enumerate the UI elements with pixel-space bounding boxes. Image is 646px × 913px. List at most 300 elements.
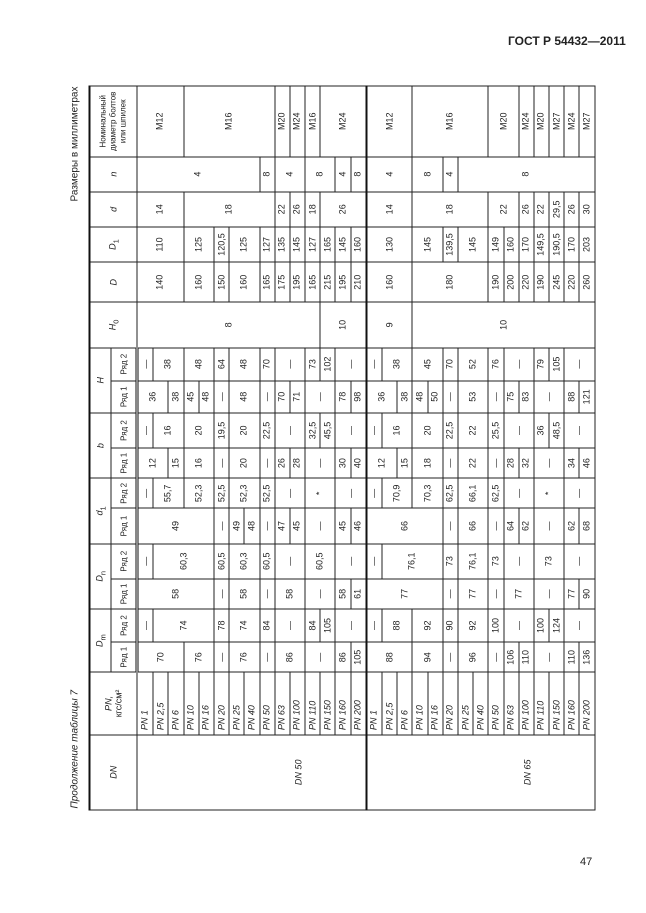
dm2-cell: 74 [153,608,214,641]
pn-cell: PN 25 [229,672,244,734]
h1-cell: — [259,380,274,412]
d1-2-cell: 52,3 [229,478,259,508]
pn-cell: PN 150 [320,672,335,734]
dm1-cell: 88 [366,642,412,672]
D-cell: 140 [137,262,184,302]
h1-cell: 70 [274,380,289,412]
h2-cell: 48 [229,347,259,380]
h2-cell: 76 [488,347,503,380]
D1-cell: 125 [229,226,259,261]
dn1-cell: 58 [274,578,304,608]
d1-2-cell: — [137,478,153,508]
dm1-cell: — [488,642,503,672]
dm1-cell: 106 [503,642,518,672]
D-cell: 165 [259,262,274,302]
b2-cell: 32,5 [305,412,320,447]
D1-cell: 139,5 [442,226,457,261]
header-b: b [89,412,111,477]
dn2-cell: 73 [488,543,503,578]
dm2-cell: 105 [320,608,335,641]
d-cell: 30 [579,191,594,226]
header-row1: Ряд 1 [111,578,137,608]
dm1-cell: 96 [457,642,487,672]
pn-cell: PN 20 [213,672,228,734]
b2-cell: 22,5 [442,412,457,447]
D-cell: 195 [335,262,350,302]
pn-cell: PN 50 [259,672,274,734]
d1-2-cell: 52,5 [259,478,274,508]
d1-2-cell: — [503,478,533,508]
d-cell: 18 [305,191,320,226]
header-dm [89,608,111,671]
D-cell: 200 [503,262,518,302]
b1-cell: 22 [457,448,487,478]
d-cell: 22 [533,191,548,226]
D1-cell: 170 [518,226,533,261]
d1-1-cell: — [533,508,563,543]
d1-1-cell: 66 [366,508,442,543]
n-cell: 4 [366,156,412,191]
n-cell: 4 [137,156,260,191]
b1-cell: 18 [412,448,442,478]
b1-cell: — [305,448,335,478]
h1-cell: 98 [350,380,366,412]
b2-cell: — [335,412,366,447]
D-cell: 195 [289,262,304,302]
h2-cell: — [137,347,153,380]
dm1-cell: 110 [518,642,533,672]
table-row [533,86,548,810]
dm2-cell: — [564,608,594,641]
pn-cell: PN 40 [244,672,259,734]
bolt-cell: M24 [564,86,579,157]
header-h: H [89,347,111,412]
d1-2-cell: 52,5 [213,478,228,508]
b1-cell: 28 [503,448,518,478]
h1-cell: 78 [335,380,350,412]
header-row1: Ряд 1 [111,380,137,412]
b2-cell: — [564,412,594,447]
dm2-cell: 74 [229,608,259,641]
dm2-cell: — [137,608,153,641]
b1-cell: 30 [335,448,350,478]
h2-cell: — [564,347,594,380]
table-row [518,86,533,810]
dm1-cell: 76 [229,642,259,672]
header-row2: Ряд 2 [111,478,137,508]
header-h0-main: H [106,323,117,330]
pn-cell: PN 50 [488,672,503,734]
D-cell: 220 [564,262,579,302]
h1-cell: — [305,380,335,412]
pn-cell: PN 16 [198,672,213,734]
D-cell: 245 [549,262,564,302]
D1-cell: 190,5 [549,226,564,261]
D1-cell: 145 [289,226,304,261]
D1-cell: 135 [274,226,289,261]
dn2-cell: — [274,543,304,578]
h1-cell: 88 [564,380,579,412]
header-pn-label: PN, [103,695,113,711]
header-D: D [89,262,137,302]
h1-cell: 38 [397,380,412,412]
pn-cell: PN 10 [412,672,427,734]
h2-cell: — [335,347,366,380]
d1-1-cell: 46 [350,508,366,543]
table-continuation-caption: Продолжение таблицы 7 [69,689,80,808]
D-cell: 160 [229,262,259,302]
b1-cell: 46 [579,448,594,478]
dm1-cell: — [213,642,228,672]
pn-cell: PN 6 [397,672,412,734]
h1-cell: — [442,380,457,412]
h2-cell: 52 [457,347,487,380]
d1-2-cell: — [335,478,366,508]
D1-cell: 145 [457,226,487,261]
dn2-cell: 73 [442,543,457,578]
page-number: 47 [580,856,593,868]
b1-cell: 15 [168,448,183,478]
b2-cell: 16 [153,412,183,447]
b2-cell: — [366,412,382,447]
dm1-cell: — [442,642,457,672]
bolt-cell: M24 [518,86,533,157]
pn-cell: PN 6 [168,672,183,734]
d-cell: 14 [137,191,184,226]
d1-2-cell: — [274,478,304,508]
b1-cell: 34 [564,448,579,478]
d-cell: 29,5 [549,191,564,226]
dm1-cell: — [259,642,274,672]
h1-cell: 75 [503,380,518,412]
D1-cell: 127 [305,226,320,261]
header-row2: Ряд 2 [111,347,137,380]
dn2-cell: — [503,543,533,578]
h2-cell: 38 [382,347,412,380]
header-D1 [89,226,137,261]
h1-cell: — [488,380,503,412]
header-row2: Ряд 2 [111,543,137,578]
dn2-cell: — [366,543,382,578]
b1-cell: 28 [289,448,304,478]
D-cell: 180 [412,262,488,302]
b1-cell: 15 [397,448,412,478]
table-row [564,86,579,810]
dn1-cell: 58 [335,578,350,608]
d1-2-cell: — [366,478,382,508]
dm1-cell: 76 [183,642,213,672]
D-cell: 160 [183,262,213,302]
h1-cell: — [533,380,563,412]
dn1-cell: 77 [366,578,442,608]
dm2-cell: — [366,608,382,641]
b1-cell: — [259,448,274,478]
header-d: d [89,191,137,226]
pn-cell: PN 1 [366,672,382,734]
D1-cell: 160 [350,226,366,261]
b2-cell: 20 [412,412,442,447]
dm2-cell: — [503,608,533,641]
dm1-cell: — [533,642,563,672]
d1-1-cell: 49 [137,508,214,543]
h1-cell: 48 [198,380,213,412]
h1-cell: 121 [579,380,594,412]
h1-cell: 36 [137,380,168,412]
D-cell: 220 [518,262,533,302]
dm2-cell: — [274,608,304,641]
dn1-cell: 58 [137,578,214,608]
pn-cell: PN 1 [137,672,153,734]
h2-cell: 48 [183,347,213,380]
header-dn: DN [89,734,137,809]
D1-cell: 130 [366,226,412,261]
bolt-cell: M12 [137,86,184,157]
header-pn [89,672,137,734]
header-h0-sub: 0 [110,319,120,324]
n-cell: 8 [305,156,335,191]
h2-cell: — [366,347,382,380]
h2-cell: 45 [412,347,442,380]
d1-1-cell: 45 [289,508,304,543]
d-cell: 26 [564,191,579,226]
d1-2-cell: 55,7 [153,478,183,508]
table-row [549,86,564,810]
dn1-cell: — [213,578,228,608]
h2-cell: 64 [213,347,228,380]
table-body [137,86,595,810]
table-row [274,86,289,810]
b2-cell: — [137,412,153,447]
d1-1-cell: — [442,508,457,543]
h1-cell: 53 [457,380,487,412]
d1-2-cell: 70,3 [412,478,442,508]
d1-2-cell: 62,5 [442,478,457,508]
h1-cell: 71 [289,380,304,412]
h2-cell: 73 [305,347,320,380]
d1-1-cell: 62 [518,508,533,543]
D-cell: 175 [274,262,289,302]
pn-cell: PN 10 [183,672,198,734]
pn-cell: PN 150 [549,672,564,734]
b1-cell: — [442,448,457,478]
header-dn-sub: n [97,570,107,575]
dm1-cell: 136 [579,642,594,672]
dm1-cell: — [305,642,335,672]
d1-1-cell: 45 [335,508,350,543]
pn-cell: PN 110 [305,672,320,734]
b2-cell: 22,5 [259,412,274,447]
n-cell: 4 [335,156,350,191]
b1-cell: — [533,448,563,478]
d1-1-cell: 48 [244,508,259,543]
d-cell: 26 [320,191,366,226]
dn1-cell: — [488,578,503,608]
dn2-cell: 76,1 [382,543,443,578]
header-d1 [89,478,111,543]
d-cell: 26 [289,191,304,226]
D1-cell: 160 [503,226,518,261]
D1-cell: 145 [412,226,442,261]
bolt-cell: M16 [305,86,320,157]
b2-cell: 16 [382,412,412,447]
pn-cell: PN 100 [289,672,304,734]
dn2-cell: 60,5 [305,543,335,578]
D-cell: 215 [320,262,335,302]
table-row [488,86,503,810]
dn1-cell: 77 [457,578,487,608]
pn-cell: PN 16 [427,672,442,734]
d1-2-cell: 62,5 [488,478,503,508]
bolt-cell: M27 [579,86,594,157]
d1-2-cell: 52,3 [183,478,213,508]
standard-number: ГОСТ Р 54432—2011 [508,34,626,48]
header-bolt-diameter: Номинальный диаметр болтов или шпилек [89,86,137,157]
table-row [579,86,594,810]
n-cell: 8 [457,156,594,191]
h0-cell: 10 [412,302,594,347]
pn-cell: PN 20 [442,672,457,734]
dm1-cell: 94 [412,642,442,672]
caption-row [55,80,88,810]
dn2-cell: 60,3 [153,543,214,578]
dn1-cell: — [533,578,563,608]
d-cell: 18 [412,191,488,226]
h1-cell: 36 [366,380,397,412]
b1-cell: — [488,448,503,478]
units-note: Размеры в миллиметрах [69,86,80,201]
table-row [412,86,427,810]
b1-cell: 26 [274,448,289,478]
pn-cell: PN 100 [518,672,533,734]
pn-cell: PN 63 [503,672,518,734]
pn-cell: PN 25 [457,672,472,734]
h0-cell: 8 [137,302,320,347]
b2-cell: 22 [457,412,487,447]
d-cell: 22 [274,191,289,226]
d1-2-cell: * [533,478,563,508]
header-row2: Ряд 2 [111,412,137,447]
b2-cell: — [503,412,533,447]
pn-cell: PN 63 [274,672,289,734]
D-cell: 260 [579,262,594,302]
n-cell: 4 [274,156,304,191]
b1-cell: 40 [350,448,366,478]
dn2-cell: 76,1 [457,543,487,578]
D1-cell: 125 [183,226,213,261]
h1-cell: — [213,380,228,412]
D1-cell: 145 [335,226,350,261]
pn-cell: PN 200 [350,672,366,734]
pn-cell: PN 40 [473,672,488,734]
dm2-cell: 84 [259,608,274,641]
h1-cell: 38 [168,380,183,412]
dn1-cell: 58 [229,578,259,608]
b2-cell: 36 [533,412,548,447]
h1-cell: 83 [518,380,533,412]
n-cell: 8 [259,156,274,191]
d1-1-cell: 49 [229,508,244,543]
b2-cell: — [274,412,304,447]
header-dn-col [89,543,111,608]
bolt-cell: M16 [412,86,488,157]
h0-cell: 9 [366,302,412,347]
d1-1-cell: 66 [457,508,487,543]
D-cell: 150 [213,262,228,302]
D1-cell: 120,5 [213,226,228,261]
D1-cell: 149 [488,226,503,261]
table-row [289,86,304,810]
dn1-cell: 90 [579,578,594,608]
header-dm-main: D [93,639,104,647]
dm2-cell: 100 [533,608,548,641]
dm1-cell: 70 [137,642,184,672]
d-cell: 14 [366,191,412,226]
dm2-cell: 92 [457,608,487,641]
D-cell: 210 [350,262,366,302]
D-cell: 160 [366,262,412,302]
header-row2: Ряд 2 [111,608,137,641]
table-row [366,86,382,810]
dn1-cell: 77 [564,578,579,608]
d1-2-cell: 66,1 [457,478,487,508]
header-D1-sub: 1 [110,238,120,243]
dm2-cell: 84 [305,608,320,641]
pn-cell: PN 160 [564,672,579,734]
table-row [137,86,153,810]
bolt-cell: M24 [289,86,304,157]
D1-cell: 110 [137,226,184,261]
pn-cell: PN 2,5 [382,672,397,734]
b2-cell: 19,5 [213,412,228,447]
pn-cell: PN 2,5 [153,672,168,734]
header-D1-main: D [106,242,117,250]
D1-cell: 203 [579,226,594,261]
h2-cell: 38 [153,347,183,380]
d1-1-cell: — [259,508,274,543]
dn2-cell: — [564,543,594,578]
d1-2-cell: 70,9 [382,478,412,508]
dm2-cell: 100 [488,608,503,641]
b2-cell: 20 [229,412,259,447]
dn2-cell: 60,3 [229,543,259,578]
b2-cell: 20 [183,412,213,447]
h1-cell: 48 [229,380,259,412]
bolt-cell: M20 [533,86,548,157]
d1-1-cell: 62 [564,508,579,543]
D-cell: 165 [305,262,320,302]
d1-1-cell: — [305,508,335,543]
table-row [320,86,335,810]
header-d1-sub: 1 [97,505,107,510]
rotated-table-container [55,80,590,810]
dn2-cell: 73 [533,543,563,578]
b1-cell: 32 [518,448,533,478]
dn1-cell: 77 [503,578,533,608]
D1-cell: 149,5 [533,226,548,261]
n-cell: 8 [350,156,366,191]
d-cell: 26 [518,191,533,226]
header-row1: Ряд 1 [111,448,137,478]
b1-cell: — [213,448,228,478]
dn2-cell: 60,5 [213,543,228,578]
h2-cell: 102 [320,347,335,380]
dn-cell: DN 65 [366,734,594,809]
pn-cell: PN 110 [533,672,548,734]
dm1-cell: 110 [564,642,579,672]
h2-cell: — [503,347,533,380]
h1-cell: 45 [183,380,198,412]
table-row [305,86,320,810]
